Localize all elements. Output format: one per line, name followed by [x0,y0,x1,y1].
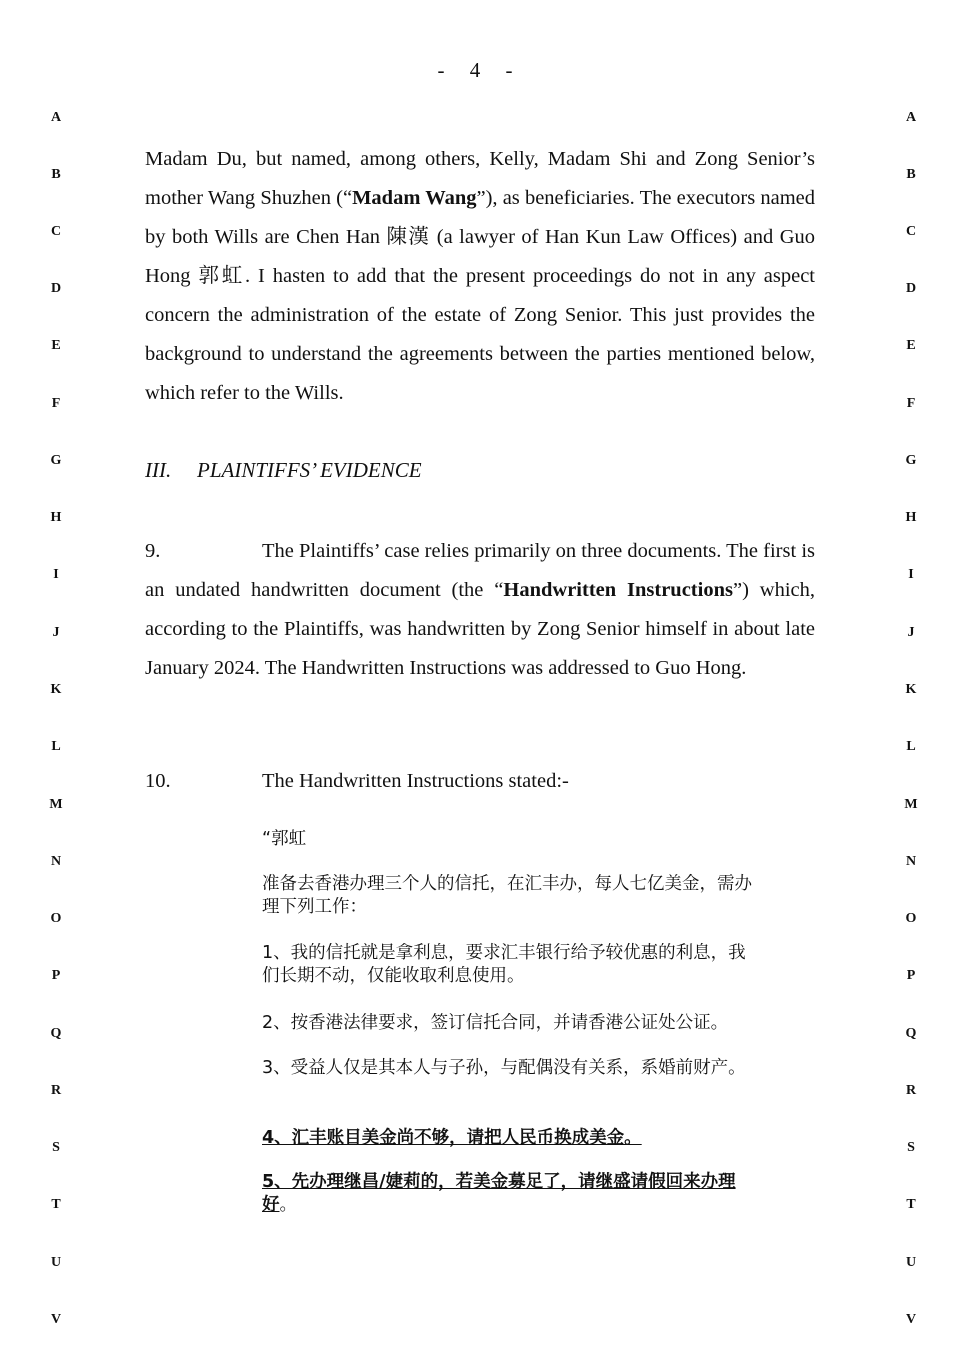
paragraph-8-continued [145,140,815,413]
margin-letter: M [49,797,63,812]
margin-letter: S [52,1140,60,1155]
quote-item-4: 4、汇丰账目美金尚不够，请把人民币换成美金。 [262,1128,642,1148]
quote-item-5-underlined: 5、先办理继昌/婕莉的，若美金募足了，请继盛请假回来办理好 [262,1172,736,1215]
margin-letter: C [905,224,917,239]
margin-letter: S [907,1140,915,1155]
margin-letter: R [905,1083,917,1098]
paragraph-text: Madam Du, but named, among others, Kelly, Madam Shi and Zong Senior’s mother Wang Shuzhen (“ [145,148,815,209]
margin-letter: O [50,911,62,926]
margin-letter: P [906,968,916,983]
margin-letter: L [51,739,61,754]
margin-letter: A [905,110,917,125]
quote-intro: 准备去香港办理三个人的信托，在汇丰办，每人七亿美金，需办理下列工作： [262,874,752,917]
margin-letter: E [906,338,916,353]
paragraph-text: ”) which, according to the Plaintiffs, was handwritten by Zong Senior himself in about late January 2024. The Handwritten Instructions was addressed to Guo Hong. [145,579,816,679]
margin-letter: J [52,625,60,640]
margin-letter: J [907,625,915,640]
defined-term: Madam Wang [352,187,477,209]
margin-letter: F [906,396,916,411]
margin-letter: I [908,567,914,582]
margin-letter: B [906,167,916,182]
margin-letter: U [905,1255,917,1270]
margin-letter: Q [50,1026,62,1041]
margin-letter: T [906,1197,916,1212]
quote-item-5-tail: 。 [279,1195,297,1215]
margin-letter: H [905,510,917,525]
margin-letter: D [905,281,917,296]
quote-item-5 [262,1171,762,1217]
margin-letter: O [905,911,917,926]
section-title: PLAINTIFFS’ EVIDENCE [197,458,422,482]
paragraph-9 [145,532,815,688]
quote-item-1: 1、我的信托就是拿利息，要求汇丰银行给予较优惠的利息，我们长期不动，仅能收取利息使用。 [262,943,746,986]
paragraph-text: The Plaintiffs’ case relies primarily on three documents. The first is an undated handwritten document (the “ [145,540,815,601]
section-number: III. [145,458,172,482]
margin-letter: C [50,224,62,239]
margin-letter: D [50,281,62,296]
margin-letter: A [50,110,62,125]
margin-letter: G [905,453,917,468]
margin-letter: E [51,338,61,353]
margin-letter: G [50,453,62,468]
margin-letter: N [905,854,917,869]
margin-letter: M [904,797,918,812]
paragraph-text: ”), as beneficiaries. The executors named by both Wills are Chen Han 陳漢 (a lawyer of Han Kun Law Offices) and Guo Hong 郭虹. I hasten to add that the present proceedings do not in any aspect concern the administration of the estate of Zong Senior. This just provides the background to understand the agreements between the parties mentioned below, which refer to the Wills. [145,187,816,404]
page-number: - 4 - [437,58,523,82]
margin-letter: U [50,1255,62,1270]
margin-letter: K [905,682,917,697]
quote-item-2: 2、按香港法律要求，签订信托合同，并请香港公证处公证。 [262,1013,729,1033]
margin-letter: V [905,1312,917,1327]
margin-letter: Q [905,1026,917,1041]
paragraph-10 [145,762,815,801]
paragraph-text: The Handwritten Instructions stated:- [262,770,569,792]
section-heading [145,458,422,483]
margin-letter: F [51,396,61,411]
margin-letter: R [50,1083,62,1098]
margin-letter: I [53,567,59,582]
quote-salutation: “郭虹 [262,829,307,849]
margin-letter: V [50,1312,62,1327]
margin-letter: L [906,739,916,754]
margin-letter: K [50,682,62,697]
margin-letter: P [51,968,61,983]
paragraph-number: 9. [145,540,161,562]
margin-letter: B [51,167,61,182]
margin-letter: T [51,1197,61,1212]
margin-letter: H [50,510,62,525]
paragraph-number: 10. [145,770,171,792]
quote-item-3: 3、受益人仅是其本人与子孙，与配偶没有关系，系婚前财产。 [262,1058,746,1078]
defined-term: Handwritten Instructions [503,579,733,601]
margin-letter: N [50,854,62,869]
